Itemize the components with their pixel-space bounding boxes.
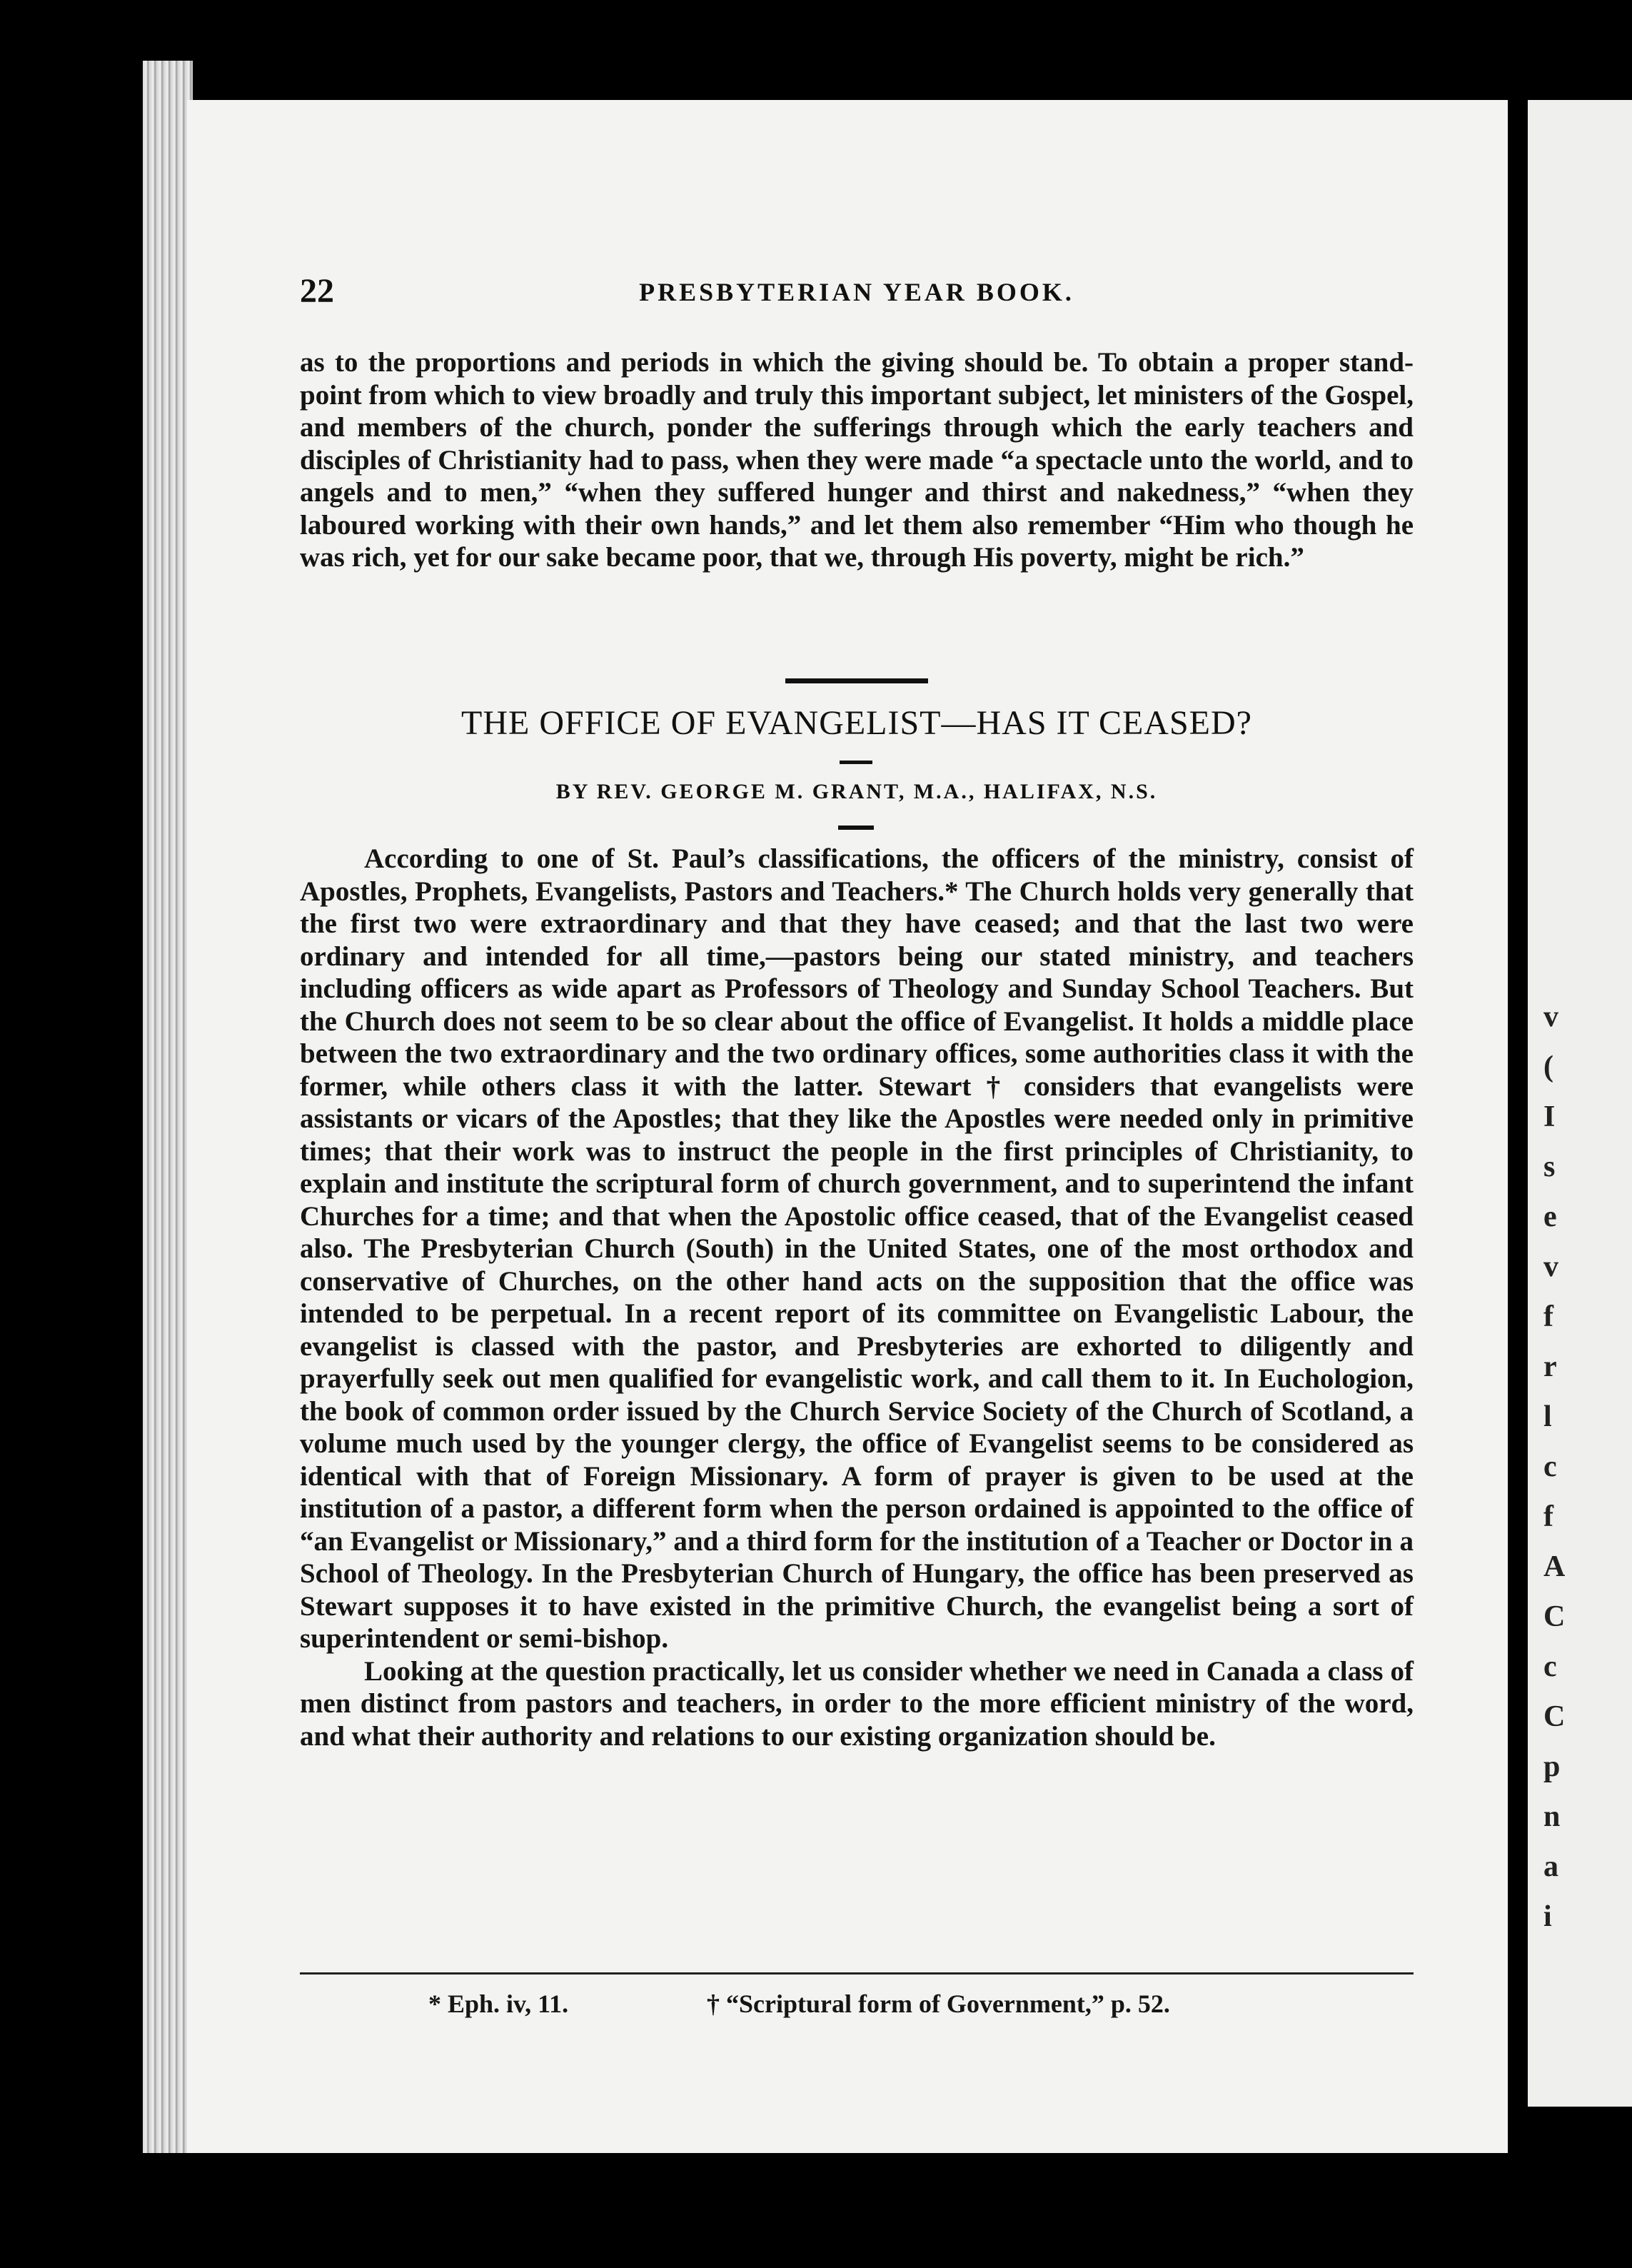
article-paragraph-1: According to one of St. Paul’s classifications, the officers of the ministry, consist of Apostles, Prophets, Evangelists, Pastors and Teachers.* The Church holds very generally that the first two were extraordinary and that they have ceased; and that the last two were ordinary and intended for all time,—pastors being our stated ministry, and teachers including officers as wide apart as Professors of Theology and Sunday School Teachers. But the Church does not seem to be so clear about the office of Evangelist. It holds a middle place between the two extraordinary and the two ordinary offices, some authorities class it with the former, while others class it with the latter. Stewart † considers that evangelists were assistants or vicars of the Apostles; that they like the Apostles were needed only in primitive times; that their work was to instruct the people in the first principles of Christianity, to explain and institute the scriptural form of church government, and to superintend the infant Churches for a time; and that when the Apostolic office ceased, that of the Evangelist ceased also. The Presbyterian Church (South) in the United States, one of the most orthodox and conservative of Churches, on the other hand acts on the supposition that the office was intended to be perpetual. In a recent report of its committee on Evangelistic Labour, the evangelist is classed with the pastor, and Presbyteries are exhorted to diligently and prayerfully seek out men qualified for evangelistic work, and call them to it. In Euchologion, the book of common order issued by the Church Service Society of the Church of Scotland, a volume much used by the younger clergy, the office of Evangelist seems to be considered as identical with that of Foreign Missionary. A form of prayer is given to be used at the institution of a pastor, a different form when the person ordained is appointed to the office of “an Evangelist or Missionary,” and a third form for the institution of a Teacher or Doctor in a School of Theology. In the Presbyterian Church of Hungary, the office has been preserved as Stewart supposes it to have existed in the primitive Church, the evangelist being a sort of superintendent or semi-bishop. — [300, 843, 1414, 1654]
facing-page-letter: l — [1543, 1400, 1552, 1433]
facing-page-letter: C — [1543, 1600, 1566, 1633]
facing-page-letter: c — [1543, 1450, 1557, 1483]
running-title: PRESBYTERIAN YEAR BOOK. — [639, 278, 1074, 306]
facing-page-letter: s — [1543, 1150, 1556, 1183]
page-number: 22 — [300, 272, 334, 310]
intro-paragraph: as to the proportions and periods in which the giving should be. To obtain a proper stand-point from which to view broadly and truly this important subject, let ministers of the Gospel, and members of the church, ponder the sufferings through which the early teachers and disciples of Christianity had to pass, when they were made “a spectacle unto the world, and to angels and to men,” “when they suffered hunger and thirst and nakedness,” “when they laboured working with their own hands,” and let them also remember “Him who though he was rich, yet for our sake became poor, that we, through His poverty, might be rich.” — [300, 347, 1414, 573]
facing-page-letter: c — [1543, 1650, 1557, 1683]
facing-page-letter: A — [1543, 1550, 1566, 1583]
facing-page-letter: C — [1543, 1700, 1566, 1733]
facing-page-letter: a — [1543, 1850, 1558, 1883]
title-rule — [840, 761, 872, 764]
article-paragraph-2: Looking at the question practically, let us consider whether we need in Canada a class of men distinct from pastors and teachers, in order to the more efficient ministry of the word, and what their authority and relations to our existing organization should be. — [300, 1655, 1414, 1752]
facing-page-edge — [1528, 100, 1632, 2107]
facing-page-letter: ( — [1543, 1050, 1553, 1083]
footnote-rule — [300, 1972, 1414, 1975]
facing-page-letter: f — [1543, 1300, 1553, 1333]
facing-page-letter: v — [1543, 1000, 1558, 1033]
facing-page-letter: I — [1543, 1100, 1556, 1133]
facing-page-letter: i — [1543, 1900, 1552, 1933]
footnote-1: * Eph. iv, 11. — [428, 1989, 569, 2018]
article-body — [300, 843, 1414, 1752]
book-page-edges — [143, 61, 193, 2153]
facing-page-letter: r — [1543, 1350, 1557, 1383]
article-byline: BY REV. GEORGE M. GRANT, M.A., HALIFAX, N.S. — [555, 780, 1158, 803]
section-divider — [785, 678, 928, 683]
facing-page-letter: p — [1543, 1750, 1561, 1783]
page-header — [300, 271, 1414, 314]
intro-paragraph-block — [300, 346, 1414, 574]
footnote-2: † “Scriptural form of Government,” p. 52. — [707, 1989, 1170, 2018]
article-title: THE OFFICE OF EVANGELIST—HAS IT CEASED? — [461, 704, 1252, 742]
facing-page-letter: n — [1543, 1800, 1561, 1833]
byline-rule — [838, 826, 874, 830]
facing-page-letter: v — [1543, 1250, 1558, 1283]
facing-page-letter: e — [1543, 1200, 1557, 1233]
facing-page-letter: f — [1543, 1500, 1553, 1533]
